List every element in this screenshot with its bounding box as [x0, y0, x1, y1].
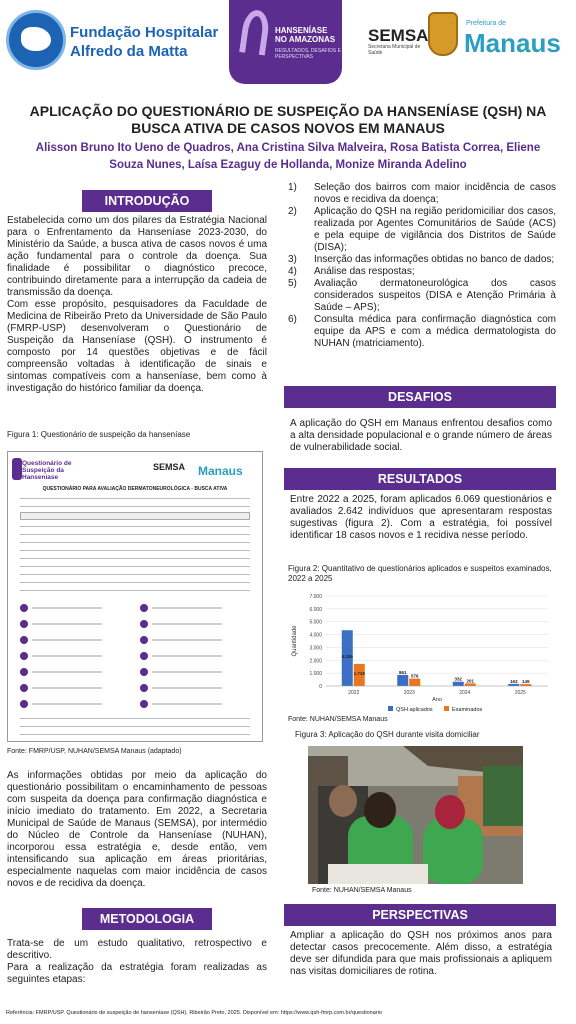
x-tick-label: 2024 [459, 690, 471, 696]
question-line [32, 607, 102, 609]
home-visit-photo [308, 746, 523, 884]
figure2-source: Fonte: NUHAN/SEMSA Manaus [288, 716, 388, 723]
resultados-heading: RESULTADOS [284, 468, 556, 490]
y-tick-label: 1.000 [309, 671, 322, 678]
form-line [20, 590, 250, 591]
step-text: Avaliação dermatoneurológica dos casos considerados suspeitos (DISA e Atenção Primária à Saúde – APS); [314, 278, 556, 313]
question-line [152, 687, 222, 689]
authors: Alisson Bruno Ito Ueno de Quadros, Ana Cristina Silva Malveira, Rosa Batista Correa, Eliene Souza Nunes, Laísa Ezaguy de Hollanda, Monize Miranda Adelino [35, 142, 541, 171]
method-step [286, 314, 556, 350]
form-line [20, 726, 250, 727]
question-line [32, 671, 102, 673]
manaus-logo-text: Manaus [464, 28, 561, 58]
data-label: 576 [410, 673, 419, 679]
question-line [32, 687, 102, 689]
question-marker-icon [20, 604, 28, 612]
perspectivas-text: Ampliar a aplicação do QSH nos próximos anos para detectar casos precocemente. Além disso, a estratégia deve ser difundida para que mais profissionais a apliquem nas visitas domiciliares de rotina. [290, 930, 552, 977]
fha-name-line1: Fundação Hospitalar [70, 24, 219, 41]
home-visit-photo-drawing [308, 746, 523, 884]
question-marker-icon [140, 652, 148, 660]
question-marker-icon [20, 684, 28, 692]
method-step [286, 206, 556, 254]
step-text: Consulta médica para confirmação diagnóstica com equipe da APS e com a médica dermatologista do NUHAN (matriciamento). [314, 314, 556, 349]
question-marker-icon [140, 684, 148, 692]
form-manaus-logo: Manaus [198, 464, 243, 478]
fha-emblem-icon [6, 10, 66, 70]
semsa-logo-text: SEMSA [368, 26, 429, 45]
form-line [20, 550, 250, 551]
question-marker-icon [140, 668, 148, 676]
poster-header [0, 0, 576, 88]
question-marker-icon [20, 636, 28, 644]
question-line [152, 671, 222, 673]
purple-ribbon-icon [239, 8, 271, 55]
y-tick-label: 0 [319, 684, 322, 690]
form-line [20, 566, 250, 567]
banner-title: HANSENÍASE NO AMAZONAS [275, 26, 336, 44]
qsh-bar-chart [288, 590, 556, 716]
perspectivas-heading: PERSPECTIVAS [284, 904, 556, 926]
y-tick-label: 4.000 [309, 632, 322, 639]
step-text: Seleção dos bairros com maior incidência de casos novos e recidiva da doença; [314, 182, 556, 205]
question-marker-icon [140, 620, 148, 628]
desafios-heading: DESAFIOS [284, 386, 556, 408]
question-line [152, 639, 222, 641]
legend-swatch [388, 706, 393, 711]
figure1-caption: Figura 1: Questionário de suspeição da hanseníase [7, 430, 191, 439]
step-text: Aplicação do QSH na região peridomiciliar dos casos, realizada por Agentes Comunitários de Saúde (ACS) e pela equipe de vigilância dos Distritos de Saúde (DISA); [314, 206, 556, 253]
step-number: 5) [288, 278, 297, 289]
figure2-caption: Figura 2: Quantitativo de questionários aplicados e suspeitos examinados, 2022 a 2025 [288, 564, 552, 583]
hanseniase-amazonas-banner [229, 0, 342, 84]
form-line [20, 498, 250, 499]
intro-paragraph-2: Com esse propósito, pesquisadores da Faculdade de Medicina de Ribeirão Preto da Universidade de São Paulo (FMRP-USP) desenvolveram o Questionário de Suspeição da Hanseníase (QSH). O instrumento é composto por 14 questões objetivas e de fácil compreensão voltadas à identificação de sinais e sintomas compatíveis com a hanseníase, bem como à investigação do histórico familiar da doença. [7, 299, 267, 394]
bar-aplicados [397, 675, 408, 686]
metodologia-paragraph-2: Para a realização da estratégia foram realizadas as seguintes etapas: [7, 962, 267, 985]
data-label: 149 [521, 679, 530, 685]
form-header-title: Questionário de Suspeição da Hanseníase [22, 460, 72, 481]
form-line [20, 574, 250, 575]
form-line [20, 582, 250, 583]
method-steps-list [286, 182, 556, 350]
manaus-crest-icon [428, 12, 458, 56]
step-number: 2) [288, 206, 297, 217]
form-title: QUESTIONÁRIO PARA AVALIAÇÃO DERMATONEUROLÓGICA - BUSCA ATIVA [42, 486, 228, 492]
desafios-text: A aplicação do QSH em Manaus enfrentou desafios como a alta densidade populacional e o grande número de áreas de vulnerabilidade social. [290, 418, 552, 453]
step-text: Inserção das informações obtidas no banco de dados; [314, 254, 555, 265]
prefeitura-label: Prefeitura de [466, 20, 507, 27]
form-line [20, 558, 250, 559]
step-number: 4) [288, 266, 297, 277]
method-step [286, 266, 556, 278]
method-step [286, 182, 556, 206]
data-label: 861 [398, 669, 407, 675]
x-axis-label: Ano [432, 697, 442, 703]
form-line [20, 506, 250, 507]
intro-heading: INTRODUÇÃO [82, 190, 212, 212]
y-tick-label: 3.000 [309, 645, 322, 652]
figure3-caption: Figura 3: Aplicação do QSH durante visita domiciliar [295, 730, 480, 739]
form-line [20, 526, 250, 527]
legend-swatch [444, 706, 449, 711]
fundacao-alfredo-da-matta-logo [6, 10, 219, 72]
y-tick-label: 6.000 [309, 606, 322, 613]
question-line [152, 703, 222, 705]
bar-aplicados [453, 682, 464, 686]
bar-examinados [465, 683, 476, 686]
step-number: 1) [288, 182, 297, 193]
reference: Referência: FMRP/USP. Questionário de suspeição de hanseníase (QSH). Ribeirão Preto, 2025. Disponível em: https://www.qsh-fmrp.com.br/questionario [6, 1010, 382, 1016]
questionnaire-figure [7, 451, 263, 742]
question-marker-icon [20, 620, 28, 628]
metodologia-text [7, 938, 267, 986]
legend-label: QSH aplicados [396, 707, 433, 713]
y-tick-label: 7.000 [309, 594, 322, 600]
step-number: 3) [288, 254, 297, 265]
fha-name-line2: Alfredo da Matta [70, 43, 188, 60]
intro-paragraph-3: As informações obtidas por meio da aplicação do questionário possibilitam o encaminhamento de pessoas com suspeita da doença para confirmação diagnóstica e início imediato do tratamento. Em 2022, a Secretaria Municipal de Saúde de Manaus (SEMSA), por intermédio do Núcleo de Controle da Hanseníase (NUHAN), incorporou essa estratégia e, desde então, vem intensificando sua aplicação em áreas prioritárias, especialmente naquelas com maior incidência de casos novos e de recidiva da doença. [7, 770, 267, 889]
figure1-source: Fonte: FMRP/USP, NUHAN/SEMSA Manaus (adaptado) [7, 748, 182, 755]
data-label: 4.336 [341, 654, 353, 660]
y-tick-label: 2.000 [309, 658, 322, 665]
banner-subtitle: RESULTADOS, DESAFIOS E PERSPECTIVAS [275, 48, 341, 60]
data-label: 332 [454, 676, 463, 682]
resultados-text: Entre 2022 a 2025, foram aplicados 6.069 questionários e avaliados 2.642 indivíduos que apresentaram respostas sugestivas (figura 2). Com a estratégia, foi possível identificar 18 casos novos e 1 recidiva nesse período. [290, 494, 552, 541]
metodologia-heading: METODOLOGIA [82, 908, 212, 930]
metodologia-paragraph-1: Trata-se de um estudo qualitativo, retrospectivo e descritivo. [7, 938, 267, 961]
qsh-logo-icon [12, 458, 22, 480]
intro-text [7, 215, 267, 395]
question-marker-icon [140, 604, 148, 612]
form-line [20, 718, 250, 719]
x-tick-label: 2025 [514, 690, 526, 696]
question-marker-icon [20, 652, 28, 660]
bar-aplicados [508, 684, 519, 686]
step-number: 6) [288, 314, 297, 325]
data-label: 201 [466, 678, 475, 684]
figure3-source: Fonte: NUHAN/SEMSA Manaus [312, 887, 412, 894]
form-line [20, 734, 250, 735]
form-line [20, 542, 250, 543]
question-line [152, 655, 222, 657]
x-tick-label: 2022 [348, 690, 360, 696]
method-step [286, 254, 556, 266]
question-marker-icon [140, 700, 148, 708]
form-section-bar [20, 512, 250, 520]
intro-paragraph-1: Estabelecida como um dos pilares da Estratégia Nacional para o Enfrentamento da Hanseníase 2023-2030, do Ministério da Saúde, a busca ativa de casos novos é uma ação fundamental para o controle da doença. Sua finalidade é possibilitar o diagnóstico precoce, contribuindo diretamente para a interrupção da cadeia de transmissão da doença. [7, 215, 267, 298]
question-line [32, 639, 102, 641]
bar-examinados [409, 679, 420, 686]
legend-label: Examinados [452, 707, 483, 713]
question-line [152, 607, 222, 609]
y-tick-label: 5.000 [309, 619, 322, 626]
form-line [20, 534, 250, 535]
method-step [286, 278, 556, 314]
question-marker-icon [140, 636, 148, 644]
step-text: Análise das respostas; [314, 266, 415, 277]
question-marker-icon [20, 700, 28, 708]
y-axis-label: Quantidade [292, 625, 298, 657]
form-semsa-logo: SEMSA [153, 462, 186, 472]
question-line [32, 623, 102, 625]
question-line [32, 703, 102, 705]
question-line [152, 623, 222, 625]
x-tick-label: 2023 [403, 690, 415, 696]
question-marker-icon [20, 668, 28, 676]
data-label: 1.719 [353, 670, 365, 676]
poster-title: APLICAÇÃO DO QUESTIONÁRIO DE SUSPEIÇÃO DA HANSENÍASE (QSH) NA BUSCA ATIVA DE CASOS NOVOS EM MANAUS [29, 103, 547, 136]
question-line [32, 655, 102, 657]
semsa-subtitle: Secretaria Municipal de Saúde [368, 44, 421, 56]
data-label: 163 [509, 678, 518, 684]
